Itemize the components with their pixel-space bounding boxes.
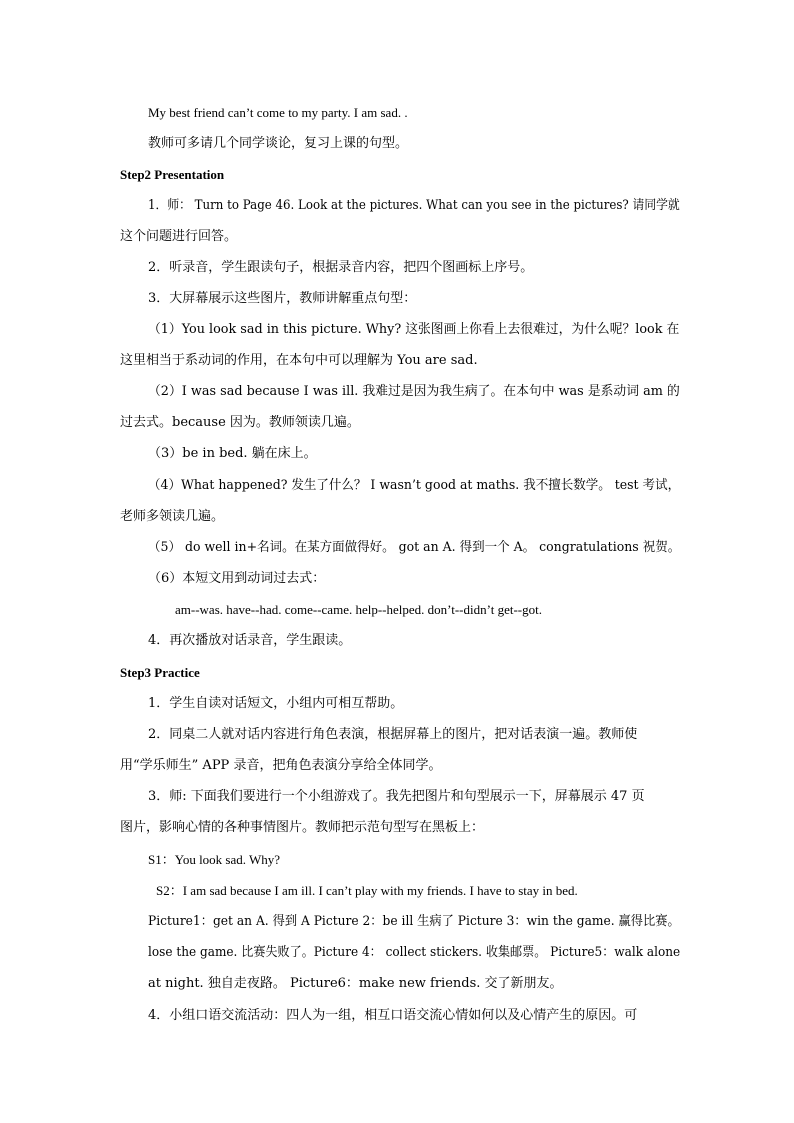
text-line: S1：You look sad. Why? — [148, 852, 281, 867]
text-line: Picture1：get an A. 得到 A Picture 2：be ill 生病了 Picture 3：win the game. 赢得比赛。 — [148, 914, 680, 929]
text-line: S2：I am sad because I am ill. I can’t play with my friends. I have to stay in bed. — [156, 883, 578, 898]
text-line: （3）be in bed. 躺在床上。 — [148, 446, 317, 461]
text-line: （4）What happened? 发生了什么？ I wasn’t good at maths. 我不擅长数学。 test 考试， — [148, 478, 681, 493]
text-line: 4．再次播放对话录音，学生跟读。 — [148, 633, 352, 648]
text-line: 过去式。because 因为。教师领读几遍。 — [120, 415, 360, 430]
text-line: 用“学乐师生” APP 录音，把角色表演分享给全体同学。 — [120, 758, 442, 773]
section-heading: Step3 Practice — [120, 665, 200, 680]
text-line: My best friend can’t come to my party. I am sad. . — [148, 105, 408, 120]
text-line: 这里相当于系动词的作用，在本句中可以理解为 You are sad. — [120, 353, 478, 368]
text-line: 1．师： Turn to Page 46. Look at the pictures. What can you see in the pictures? 请同学就 — [148, 198, 680, 213]
text-line: 这个问题进行回答。 — [120, 229, 238, 244]
text-line: 4．小组口语交流活动：四人为一组，相互口语交流心情如何以及心情产生的原因。可 — [148, 1008, 638, 1023]
text-line: 老师多领读几遍。 — [120, 509, 225, 524]
text-line: （5） do well in+名词。在某方面做得好。 got an A. 得到一个 A。 congratulations 祝贺。 — [148, 540, 681, 555]
text-line: 2．同桌二人就对话内容进行角色表演，根据屏幕上的图片，把对话表演一遍。教师使 — [148, 727, 638, 742]
text-line: 1．学生自读对话短文，小组内可相互帮助。 — [148, 696, 404, 711]
text-line: 3．大屏幕展示这些图片，教师讲解重点句型： — [148, 291, 417, 306]
section-heading: Step2 Presentation — [120, 167, 225, 182]
text-line: 2．听录音，学生跟读句子，根据录音内容，把四个图画标上序号。 — [148, 260, 534, 275]
text-line: at night. 独自走夜路。 Picture6：make new friends. 交了新朋友。 — [148, 976, 563, 991]
text-line: 教师可多请几个同学谈论，复习上课的句型。 — [148, 136, 409, 151]
text-line: 图片，影响心情的各种事情图片。教师把示范句型写在黑板上： — [120, 820, 485, 835]
text-line: am--was. have--had. come--came. help--helped. don’t--didn’t get--got. — [175, 602, 542, 617]
text-line: （6）本短文用到动词过去式： — [148, 571, 326, 586]
text-line: 3．师: 下面我们要进行一个小组游戏了。我先把图片和句型展示一下，屏幕展示 47 页 — [148, 789, 645, 804]
text-line: lose the game. 比赛失败了。Picture 4： collect stickers. 收集邮票。 Picture5：walk alone — [148, 945, 681, 960]
text-line: （2）I was sad because I was ill. 我难过是因为我生病了。在本句中 was 是系动词 am 的 — [148, 384, 680, 399]
text-line: （1）You look sad in this picture. Why? 这张图画上你看上去很难过，为什么呢？look 在 — [148, 322, 680, 337]
